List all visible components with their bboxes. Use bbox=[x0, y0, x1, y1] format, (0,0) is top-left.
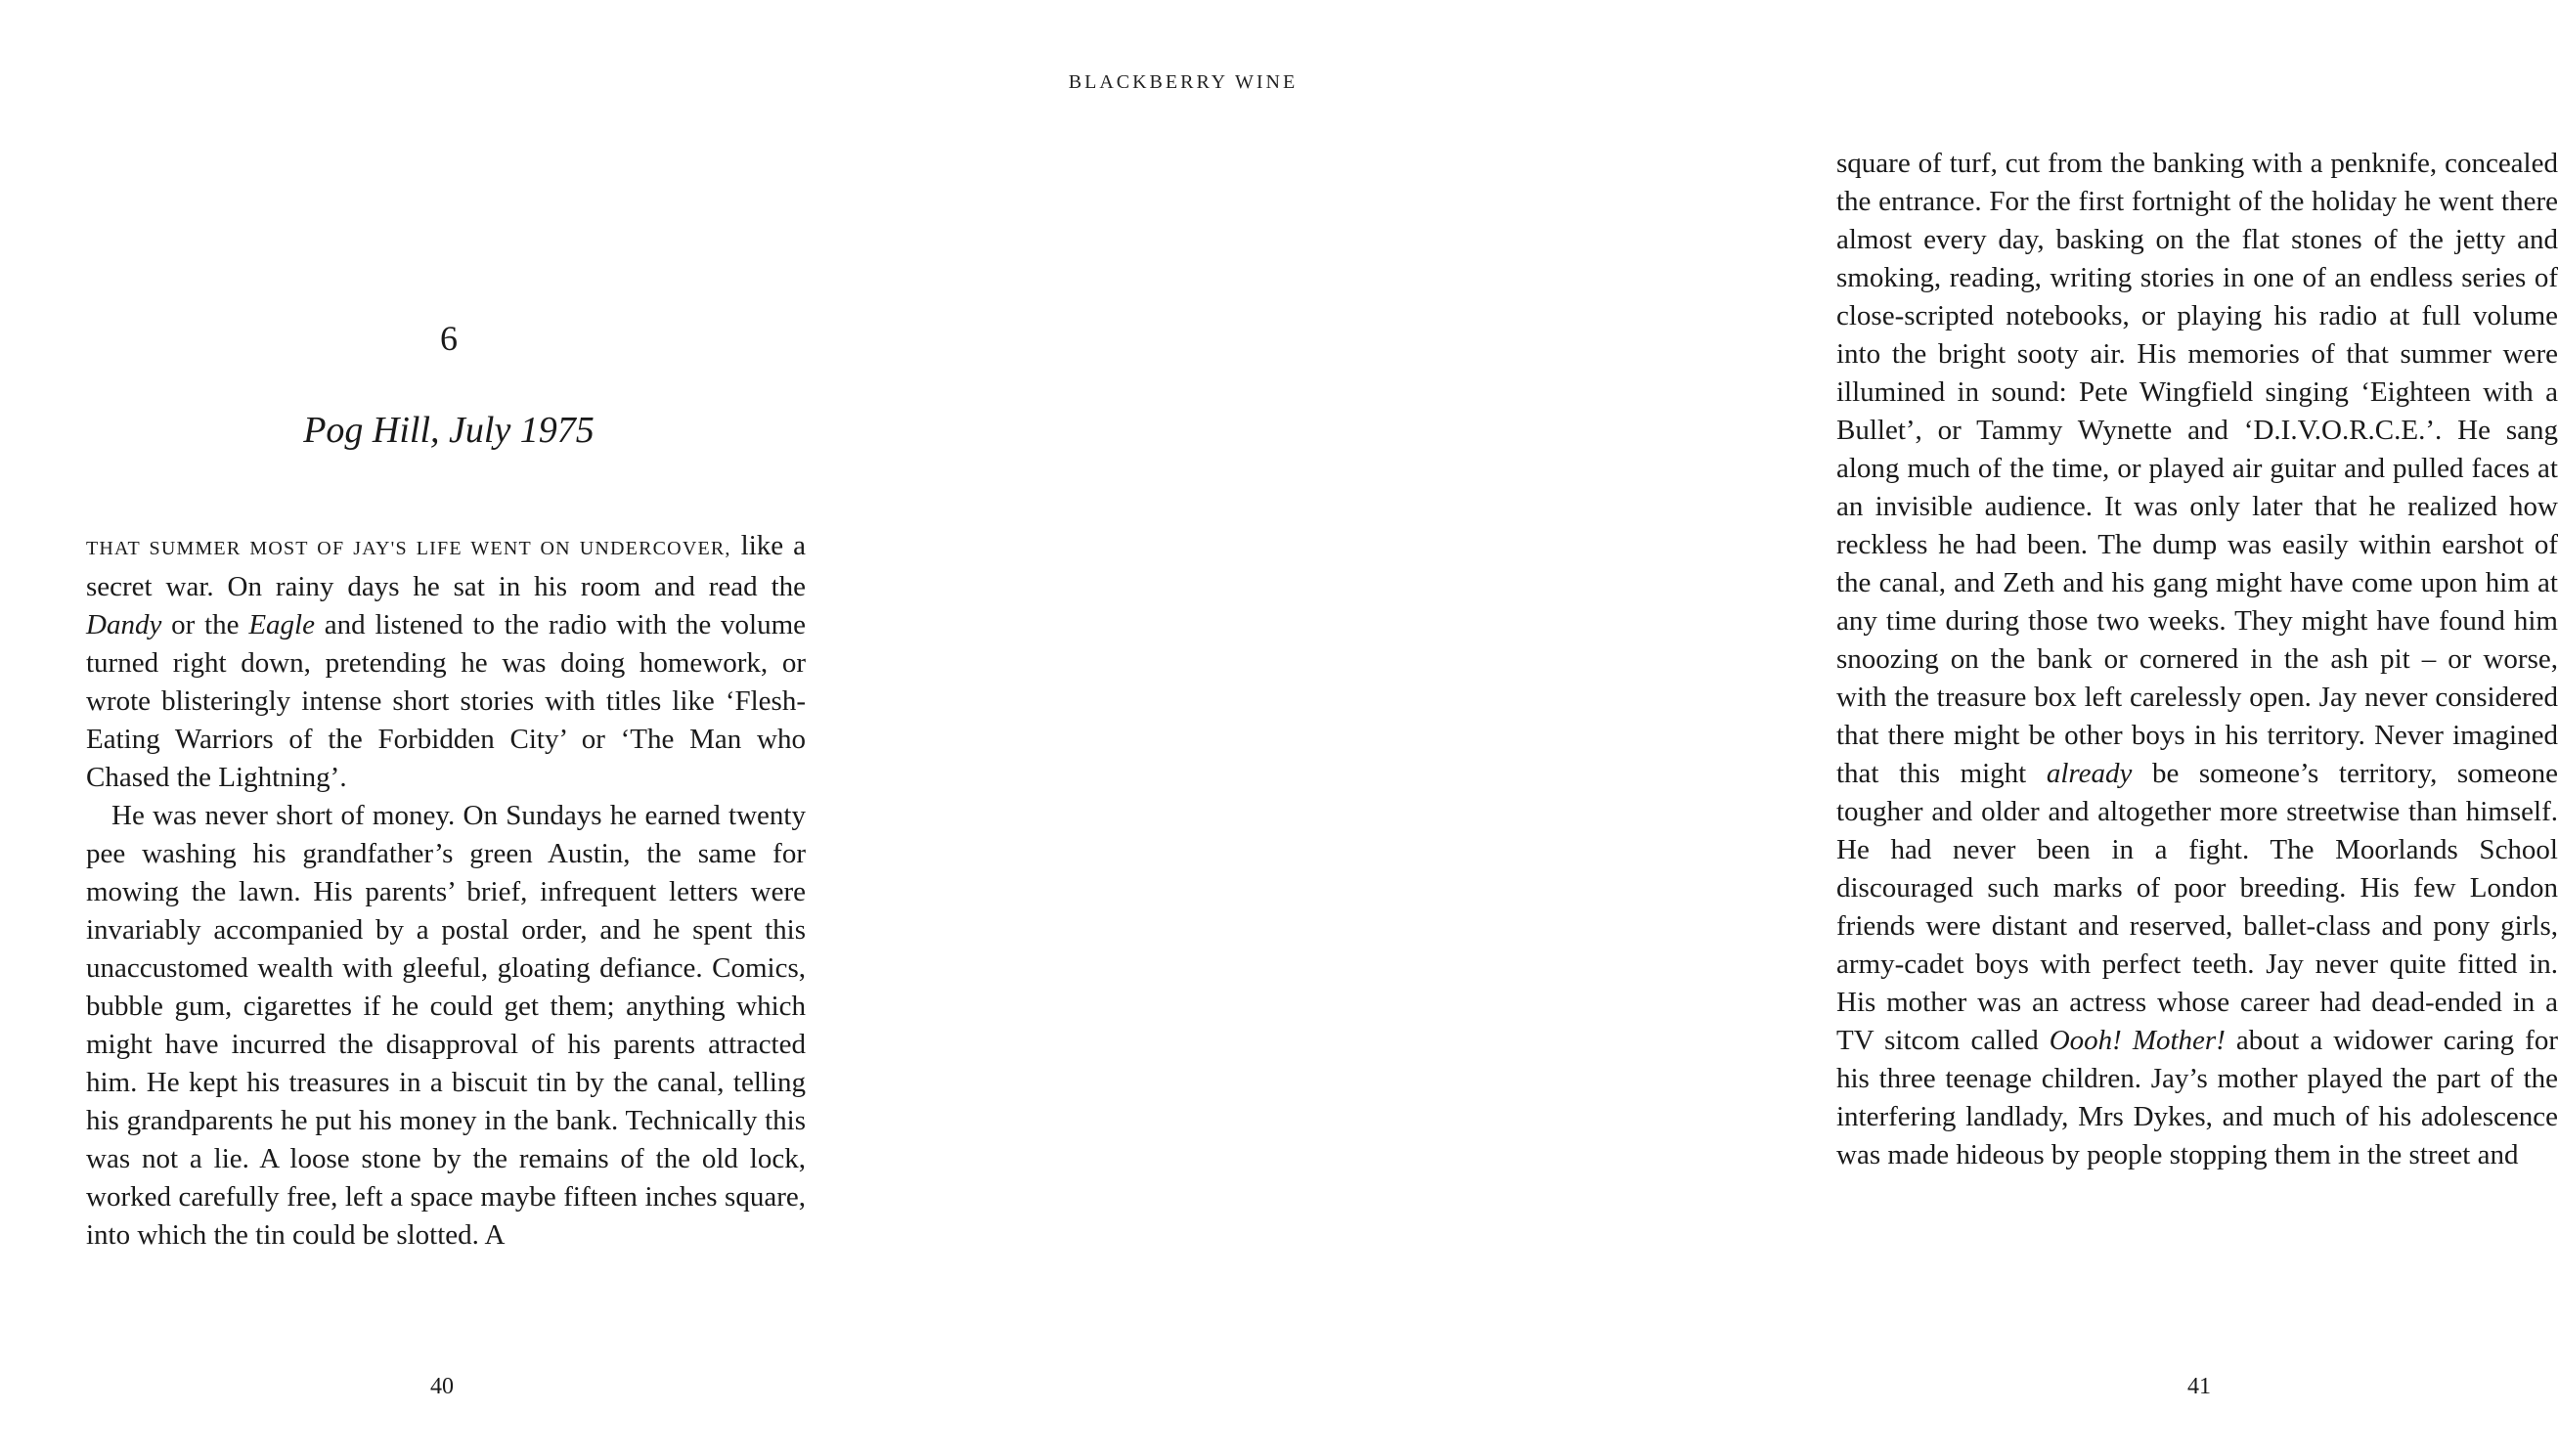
chapter-title: Pog Hill, July 1975 bbox=[303, 410, 595, 451]
text-segment: He was never short of money. On Sundays he earned twenty pee washing his grandfather’s green Austin, the same for mowing the lawn. His parents’ brief, infrequent letters were invariably accompanied by a postal order, and he spent this unaccustomed wealth with gleeful, gloating defiance. Comics, bubble gum, cigarettes if he could get them; anything which might have incurred the disapproval of his parents attracted him. He kept his treasures in a biscuit tin by the canal, telling his grandparents he put his money in the bank. Technically this was not a lie. A loose stone by the remains of the old lock, worked carefully free, left a space maybe fifteen inches square, into which the tin could be slotted. A bbox=[86, 800, 806, 1251]
italic-title-dandy: Dandy bbox=[86, 609, 162, 640]
paragraph-2 bbox=[86, 797, 806, 1255]
left-page bbox=[0, 0, 880, 1456]
text-segment: square of turf, cut from the banking with a penknife, concealed the entrance. For the first fortnight of the holiday he went there almost every day, basking on the flat stones of the jetty and smoking, reading, writing stories in one of an endless series of close-scripted notebooks, or playing his radio at full volume into the bright sooty air. His memories of that summer were illumined in sound: Pete Wingfield singing ‘Eighteen with a Bullet’, or Tammy Wynette and ‘D.I.V.O.R.C.E.’. He sang along much of the time, or played air guitar and pulled faces at an invisible audience. It was only later that he realized how reckless he had been. The dump was easily within earshot of the canal, and Zeth and his gang might have come upon him at any time during those two weeks. They might have found him snoozing on the bank or cornered in the ash pit – or worse, with the treasure box left carelessly open. Jay never considered that there might be other boys in his territory. Never imagined that this might bbox=[1836, 148, 2558, 789]
opening-small-caps: THAT SUMMER MOST OF JAY'S LIFE WENT ON UNDERCOVER, bbox=[86, 538, 731, 559]
text-segment: or the bbox=[161, 609, 249, 640]
text-segment: be someone’s territory, someone tougher and older and altogether more streetwise than himself. He had never been in a fight. The Moorlands School discouraged such marks of poor breeding. His few London friends were distant and reserved, ballet-class and pony girls, army-cadet boys with perfect teeth. Jay never quite fitted in. His mother was an actress whose career had dead-ended in a TV sitcom called bbox=[1836, 758, 2558, 1056]
paragraph-1 bbox=[86, 527, 806, 797]
text-segment: and listened to the radio with the volume turned right down, pretending he was doing homework, or wrote blisteringly intense short stories with titles like ‘Flesh-Eating Warriors of the Forbidden City’ or ‘The Man who Chased the Lightning’. bbox=[86, 609, 806, 793]
right-body-text bbox=[1836, 145, 2558, 1174]
right-page bbox=[880, 0, 2558, 1456]
running-head: BLACKBERRY WINE bbox=[1068, 71, 1299, 93]
text-segment: like a secret war. On rainy days he sat in his room and read the bbox=[86, 530, 806, 602]
left-body-text bbox=[86, 527, 806, 1255]
page-number-right: 41 bbox=[2187, 1374, 2211, 1399]
text-segment: about a widower caring for his three teenage children. Jay’s mother played the part of the interfering landlady, Mrs Dykes, and much of his adolescence was made hideous by people stopping them in the street and bbox=[1836, 1025, 2558, 1170]
paragraph-continued bbox=[1836, 145, 2558, 1174]
italic-title-oooh-mother: Oooh! Mother! bbox=[2049, 1025, 2226, 1056]
chapter-number: 6 bbox=[440, 319, 458, 358]
page-number-left: 40 bbox=[430, 1374, 454, 1399]
italic-already: already bbox=[2046, 758, 2133, 789]
italic-title-eagle: Eagle bbox=[248, 609, 315, 640]
